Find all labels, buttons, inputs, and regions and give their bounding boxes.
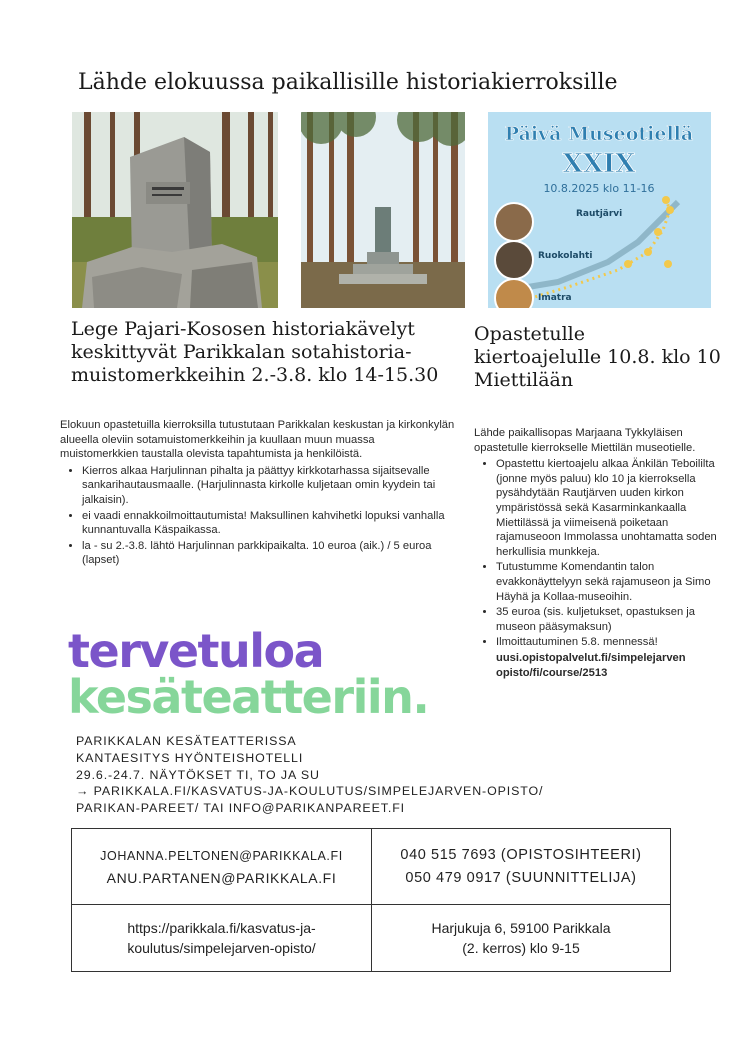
tour-description (474, 426, 724, 680)
museum-road-poster (488, 112, 711, 308)
walk-heading: Lege Pajari-Kososen historiakävelyt keskittyvät Parikkalan sotahistoria- muistomerkkeihin 2.-3.8. klo 14-15.30 (71, 318, 439, 386)
poster-place-3: Imatra (538, 293, 572, 303)
poster-heading: Päivä Museotiellä (504, 123, 694, 145)
list-item: • ei vaadi ennakkoilmoittautumista! Maksullinen kahvihetki lopuksi vanhalla kunnantuvalla Käspaikassa. (82, 509, 455, 538)
phone-number: 040 515 7693 (OPISTOSIHTEERI) (400, 846, 642, 863)
pine-forest-monument-photo (301, 112, 465, 308)
email-link[interactable]: JOHANNA.PELTONEN@PARIKKALA.FI (100, 848, 343, 863)
memorial-stone-photo (72, 112, 278, 308)
poster-date: 10.8.2025 klo 11-16 (543, 182, 655, 195)
contact-table (71, 828, 671, 972)
walk-description (60, 418, 455, 569)
tour-intro: Lähde paikallisopas Marjaana Tykkyläisen opastetulle kierrokselle Miettilän museotielle. (474, 427, 696, 454)
address-cell (372, 905, 670, 971)
email-link[interactable]: ANU.PARTANEN@PARIKKALA.FI (106, 869, 337, 886)
welcome-word: tervetuloa (68, 624, 324, 678)
list-item: • la - su 2.-3.8. lähtö Harjulinnan parkkipaikalta. 10 euroa (aik.) / 5 euroa (lapset) (82, 539, 455, 568)
list-item: • Tutustumme Komendantin talon evakkonäyttelyyn sekä rajamuseon ja Simo Häyhä ja Kollaa-museoihin. (496, 560, 724, 604)
phone-cell (372, 829, 670, 905)
address-line: (2. kerros) klo 9-15 (462, 940, 580, 956)
tour-bullet-list (474, 457, 724, 650)
summer-theatre-word: kesäteatteriin. (68, 670, 429, 724)
website-link[interactable]: https://parikkala.fi/kasvatus-ja- (127, 920, 316, 936)
address-line: Harjukuja 6, 59100 Parikkala (431, 920, 611, 936)
website-cell (72, 905, 372, 971)
phone-number: 050 479 0917 (SUUNNITTELIJA) (405, 869, 637, 886)
registration-link[interactable]: uusi.opistopalvelut.fi/simpelejarven opisto/fi/course/2513 (496, 651, 686, 679)
theatre-link[interactable]: PARIKAN-PAREET/ TAI INFO@PARIKANPAREET.FI (76, 801, 406, 816)
poster-place-1: Rautjärvi (576, 209, 623, 219)
list-item: • Opastettu kiertoajelu alkaa Änkilän Teboililta (jonne myös paluu) klo 10 ja kierroksella pysähdytään Rautjärven uuden kirkon ympäristössä sekä Kasarminkankaalla Miettilässä ja viimeisenä poiketaan rajamuseoon Immolassa unohtamatta soden herkullisia munkkeja. (496, 457, 724, 559)
list-item: • Kierros alkaa Harjulinnan pihalta ja päättyy kirkkotarhassa sijaitsevalle sankarihautausmaalle. (Harjulinnasta kirkolle kuljetaan omin kyydein tai jalkaisin). (82, 464, 455, 508)
list-item: • Ilmoittautuminen 5.8. mennessä! (496, 635, 724, 650)
page-title: Lähde elokuussa paikallisille historiakierroksille (78, 70, 618, 95)
poster-numeral: XXIX (562, 149, 636, 179)
list-item: • 35 euroa (sis. kuljetukset, opastuksen ja museon pääsymaksun) (496, 605, 724, 634)
walk-intro: Elokuun opastetuilla kierroksilla tutustutaan Parikkalan keskustan ja kirkonkylän alueella oleviin sotamuistomerkkeihin ja kuullaan muun muassa muistomerkkien taustalla olevista tapahtumista ja henkilöistä. (60, 419, 455, 461)
theatre-link[interactable]: → PARIKKALA.FI/KASVATUS-JA-KOULUTUS/SIMPELEJARVEN-OPISTO/ (76, 784, 544, 799)
website-link[interactable]: koulutus/simpelejarven-opisto/ (127, 940, 316, 956)
email-cell (72, 829, 372, 905)
poster-place-2: Ruokolahti (538, 251, 593, 261)
theatre-info: PARIKKALAN KESÄTEATTERISSA KANTAESITYS HYÖNTEISHOTELLI 29.6.-24.7. NÄYTÖKSET TI, TO JA SU → PARIKKALA.FI/KASVATUS-JA-KOULUTUS/SIMPELEJARVEN-OPISTO/ PARIKAN-PAREET/ TAI INFO@PARIKANPAREET.FI (76, 733, 636, 817)
tour-heading: Opastetulle kiertoajelulle 10.8. klo 10 Miettilään (474, 323, 721, 391)
walk-bullet-list (60, 464, 455, 568)
